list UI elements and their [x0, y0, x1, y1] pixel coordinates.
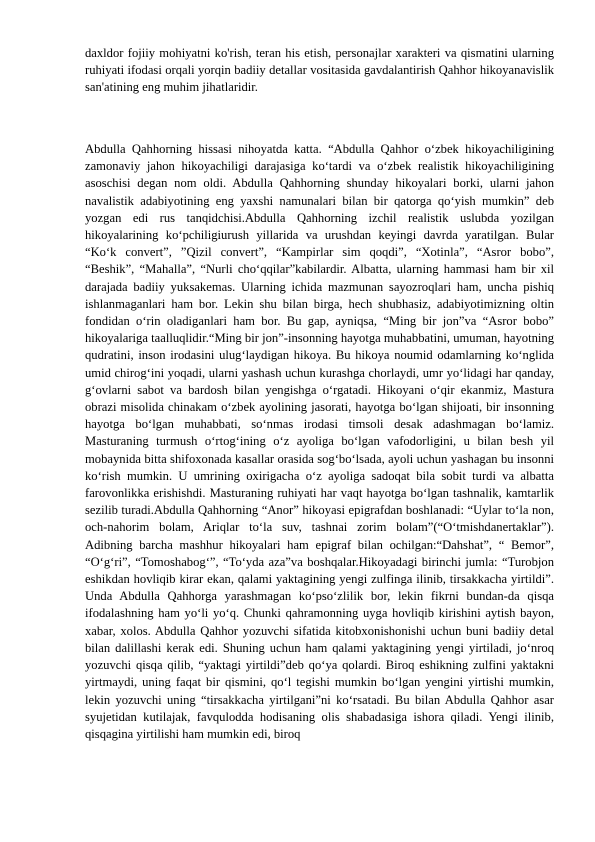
paragraph-intro: daxldor fojiiy mohiyatni ko'rish, teran his etish, personajlar xarakteri va qismatini ularning ruhiyati ifodasi orqali yorqin badiiy detallar vositasida gavdalantirish Qahhor hikoyanavislik san'atining eng muhim jihatlaridir.	[85, 46, 554, 95]
paragraph-main: Abdulla Qahhorning hissasi nihoyatda katta. “Abdulla Qahhor o‘zbek hikoyachiligining zamonaviy jahon hikoyachiligi darajasiga ko‘tardi va o‘zbek realistik hikoyachiligining asoschisi degan nom oldi. Abdulla Qahhorning shunday hikoyalari borki, ularni jahon navalistik adabiyotining eng yaxshi namunalari bilan bir qatorga qo‘yish mumkin” deb yozgan edi rus tanqidchisi.Abdulla Qahhorning izchil realistik uslubda yozilgan hikoyalarining ko‘pchiligiurush yillarida va urushdan keyingi davrda yaratilgan. Bular “Ko‘k convert”, ”Qizil convert”, “Kampirlar sim qoqdi”, “Xotinla”, “Asror bobo”, “Beshik”, “Mahalla”, “Nurli cho‘qqilar”kabilardir. Albatta, ularning hammasi ham bir xil darajada badiiy yuksakemas. Ularning ichida mazmunan sayozroqlari ham, uncha pishiq ishlanmaganlari ham bor. Lekin shu bilan birga, hech shubhasiz, adabiyotimizning oltin fondidan o‘rin oladiganlari ham bor. Bu gap, ayniqsa, “Ming bir jon”va “Asror bobo” hikoyalariga taalluqlidir.“Ming bir jon”-insonning hayotga muhabbatini, umuman, hayotning qudratini, inson irodasini ulug‘laydigan hikoya. Bu hikoya noumid odamlarning ko‘nglida umid chirog‘ini yoqadi, ularni yashash uchun kurashga chorlaydi, umr yo‘lidagi har qanday, g‘ovlarni sabot va bardosh bilan yengishga o‘rgatadi. Hikoyani o‘qir ekanmiz, Mastura obrazi misolida chinakam o‘zbek ayolining jasorati, hayotga bo‘lgan shijoati, bir insonning hayotga bo‘lgan muhabbati, so‘nmas irodasi timsoli desak adashmagan bo‘lamiz. Masturaning turmush o‘rtog‘ining o‘z ayoliga bo‘lgan vafodorligini, u bilan besh yil mobaynida bitta shifoxonada kasallar orasida sog‘bo‘lsada, ayoli uchun yashagan bu insonni ko‘rish mumkin. U umrining oxirigacha o‘z ayoliga sadoqat bila sobit turdi va albatta farovonlikka erishishdi. Masturaning ruhiyati har vaqt hayotga bo‘lgan tashnalik, kamtarlik sezilib turadi.Abdulla Qahhorning “Anor” hikoyasi epigrafdan boshlanadi: “Uylar to‘la non, och-nahorim bolam, Ariqlar to‘la suv, tashnai zorim bolam”(“O‘tmishdanertaklar”). Adibning barcha mashhur hikoyalari ham epigraf bilan ochilgan:“Dahshat”, “ Bemor”, “O‘g‘ri”, “Tomoshabog‘”, “To‘yda aza”va boshqalar.Hikoyadagi birinchi jumla: “Turobjon eshikdan hovliqib kirar ekan, qalami yaktagining yengi zulfinga ilinib, tirsakkacha yirtildi”. Unda Abdulla Qahhorga yarashmagan ko‘pso‘zlilik bor, lekin fikrni bundan-da qisqa ifodalashning ham yo‘li yo‘q. Chunki qahramonning uyga hovliqib kirishini aytish bayon, xabar, xolos. Abdulla Qahhor yozuvchi sifatida kitobxonishonishi uchun buni badiiy detal bilan dalillashi kerak edi. Shuning uchun ham qalami yaktagining yengi yirtiladi, jo‘nroq yozuvchi qisqa qilib, “yaktagi yirtildi”deb qo‘ya qolardi. Biroq eshikning zulfini yaktakni yirtmaydi, uning faqat bir qismini, qo‘l tegishi mumkin bo‘lgan yengini yirtishi mumkin, lekin yozuvchi uning “tirsakkacha yirtilgani”ni ko‘rsatadi. Bu bilan Abdulla Qahhor asar syujetidan kutilajak, favqulodda hodisaning olis shabadasiga ishora qiladi. Yengi ilinib, qisqagina yirtilishi ham mumkin edi, biroq	[85, 142, 554, 741]
